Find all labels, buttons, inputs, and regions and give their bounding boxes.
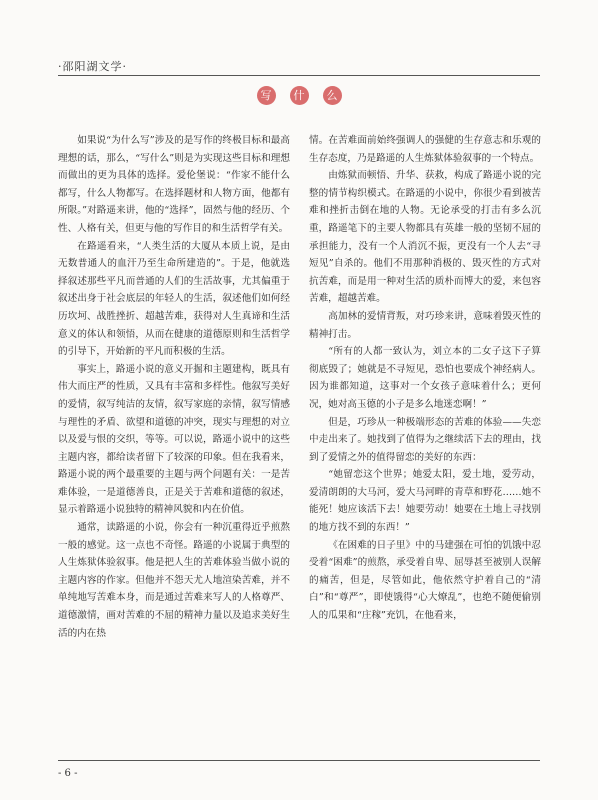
paragraph: 但是，巧珍从一种极端形态的苦难的体验——失恋中走出来了。她找到了值得为之继续活下去的理由，找到了爱情之外的值得留恋的美好的东西： — [309, 416, 541, 463]
right-column — [309, 132, 541, 625]
header-divider — [58, 75, 540, 76]
quote-paragraph: “她留恋这个世界；她爱太阳，爱土地，爱劳动，爱清朗朗的大马河，爱大马河畔的青草和野花……她不能死！她应该活下去！她要劳动！她要在土地上寻找别的地方找不到的东西！” — [309, 469, 541, 534]
footer-divider — [58, 760, 540, 761]
journal-header: ·邵阳湖文学· — [58, 60, 127, 73]
paragraph: 高加林的爱情背叛，对巧珍来讲，意味着毁灭性的精神打击。 — [309, 310, 541, 340]
title-char: 么 — [323, 86, 342, 105]
paragraph: 通常，读路遥的小说，你会有一种沉重得近乎煎熬一般的感觉。这一点也不奇怪。路遥的小说属于典型的人生炼狱体验叙事。他是把人生的苦难体验当做小说的主题内容的作家。但他并不怨天尤人地渲染苦难，并不单纯地写苦难本身，而是通过苦难来写人的人格尊严、道德激情，画对苦难的不屈的精神力量以及追求美好生活的内在热 — [58, 522, 290, 639]
page-number: - 6 - — [58, 768, 78, 779]
paragraph: 事实上，路遥小说的意义开掘和主题建构，既具有伟大而庄严的性质，又具有丰富和多样性。他叙写美好的爱情，叙写纯洁的友情，叙写家庭的亲情，叙写情感与理性的矛盾、欲望和道德的冲突，现实与理想的对立以及爱与恨的交织，等等。可以说，路遥小说中的这些主题内容，都给读者留下了较深的印象。但在我看来，路遥小说的两个最重要的主题与两个问题有关：一是苦难体验，一是道德善良，正是关于苦难和道德的叙述，显示着路遥小说独特的精神风貌和内在价值。 — [58, 363, 290, 516]
paragraph: 如果说“为什么写”涉及的是写作的终极目标和最高理想的话，那么，“写什么”则是为实现这些目标和理想而做出的更为具体的选择。爱伦堡说：“作家不能什么都写，什么人物都写。在选择题材和人物方面，他都有所限。”对路遥来讲，他的“选择”，固然与他的经历、个性、人格有关，但更与他的写作目的和生活哲学有关。 — [58, 135, 290, 234]
quote-paragraph: “所有的人都一致认为，刘立本的二女子这下子算彻底毁了；她就是不寻短见，恐怕也要成个神经病人。因为谁都知道，这事对一个女孩子意味着什么；更何况，她对高玉德的小子是多么地迷恋啊！” — [309, 346, 541, 410]
left-column — [58, 132, 290, 642]
article-title — [0, 86, 598, 105]
paragraph: 由炼狱而顿悟、升华、获救，构成了路遥小说的完整的情节构织模式。在路遥的小说中，你很少看到被苦难和挫折击倒在地的人物。无论承受的打击有多么沉重，路遥笔下的主要人物都具有英雄一般的坚韧不屈的承担能力，没有一个人消沉不振，更没有一个人去“寻短见”自杀的。他们不用那种消极的、毁灭性的方式对抗苦难，而是用一种对生活的质朴而博大的爱，来包容苦难，超越苦难。 — [309, 170, 541, 305]
title-char: 什 — [290, 86, 309, 105]
paragraph: 情。在苦难面前始终强调人的强健的生存意志和乐观的生存态度，乃是路遥的人生炼狱体验叙事的一个特点。 — [309, 135, 541, 164]
paragraph: 在路遥看来，“人类生活的大厦从本质上说，是由无数普通人的血汗乃至生命所建造的”。于是，他就选择叙述那些平凡而普通的人们的生活故事，尤其偏重于叙述出身于社会底层的年轻人的生活，叙述他们如何经历坎坷、战胜挫折、超越苦难，获得对人生真谛和生活意义的体认和领悟，从而在健康的道德原则和生活哲学的引导下，开始新的平凡而积极的生活。 — [58, 240, 290, 358]
paragraph: 《在困难的日子里》中的马建强在可怕的饥饿中忍受着“困难”的煎熬，承受着自卑、屈辱甚至被别人误解的痛苦，但是，尽管如此，他依然守护着自己的“清白”和“尊严”，即使饿得“心大燎乱”，也绝不随便偷别人的瓜果和“庄稼”充饥，在他看来， — [309, 539, 541, 622]
title-char: 写 — [257, 86, 276, 105]
